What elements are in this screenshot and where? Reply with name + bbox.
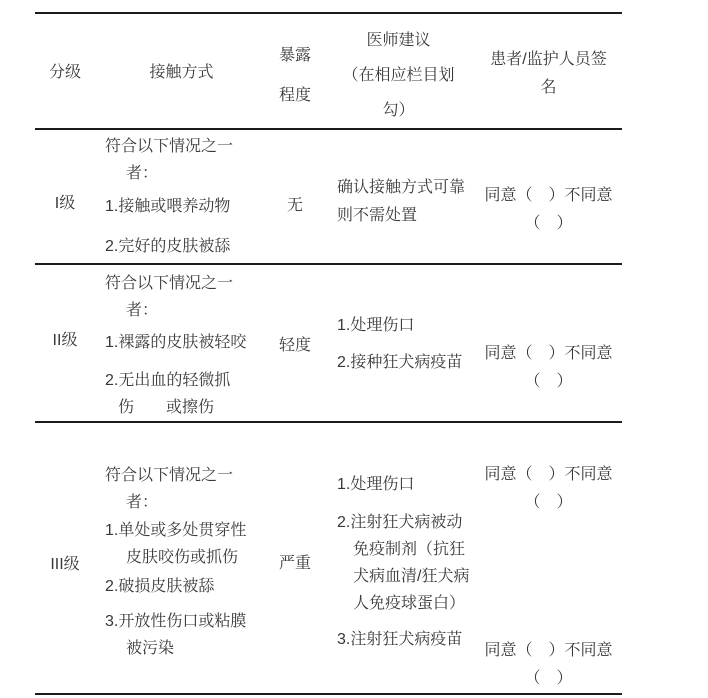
table-header-row [35,13,622,129]
contact-intro-line: 符合以下情况之一 [105,138,234,155]
exposure-cell [268,422,322,694]
header-signature-line2: 名 [540,79,557,96]
contact-intro-line: 者： [126,302,159,319]
contact-intro-line: 符合以下情况之一 [105,275,234,292]
consent-options-line: 同意（ ）不同意 [484,466,613,483]
grade-label: II级 [52,332,78,349]
advice-line: 3.注射狂犬病疫苗 [337,631,463,648]
table-row-grade-2 [35,264,622,422]
consent-parens-line: （ ） [524,494,573,511]
advice-line: 犬病血清/狂犬病 [353,568,470,585]
contact-item-line: 皮肤咬伤或抓伤 [126,549,239,566]
header-exposure-line1: 暴露 [278,47,311,64]
contact-item [105,193,268,220]
advice-line: 则不需处置 [337,207,418,224]
signature-consent-block [475,182,622,238]
advice-item [337,312,475,340]
header-advice-line1: 医师建议 [366,32,431,49]
header-grade-label: 分级 [48,64,81,81]
contact-intro-line: 者： [126,165,159,182]
exposure-cell [268,129,322,264]
contact-intro [105,462,268,516]
advice-item [337,626,475,654]
contact-item [105,517,268,571]
header-signature-line1: 患者/监护人员签 [490,51,607,68]
header-advice-line3: 勾） [382,102,415,119]
contact-intro [105,270,268,324]
advice-line: 2.注射狂犬病被动 [337,514,463,531]
contact-cell [95,129,268,264]
advice-line: 确认接触方式可靠 [337,179,466,196]
exposure-cell [268,264,322,422]
header-advice-label [322,23,475,128]
advice-item [337,349,475,377]
signature-cell [475,264,622,422]
contact-item [105,367,268,421]
advice-line: 2.接种狂犬病疫苗 [337,354,463,371]
grade-label: III级 [50,556,80,573]
header-cell-advice [322,13,475,129]
contact-item [105,608,268,662]
consent-options-line: 同意（ ）不同意 [484,187,613,204]
advice-item [337,174,475,230]
advice-cell [322,129,475,264]
contact-cell [95,422,268,694]
contact-item-line: 伤 或擦伤 [118,399,215,416]
advice-line: 1.处理伤口 [337,476,415,493]
contact-intro [105,133,268,187]
grade-label: I级 [54,195,76,212]
consent-options-line: 同意（ ）不同意 [484,642,613,659]
header-advice-line2: （在相应栏目划 [342,67,455,84]
grade-cell [35,264,95,422]
contact-item-line: 2.完好的皮肤被舔 [105,238,231,255]
signature-cell [475,422,622,694]
contact-item [105,573,268,600]
consent-parens-line: （ ） [524,670,573,687]
header-cell-exposure [268,13,322,129]
contact-intro-line: 者： [126,494,159,511]
advice-line: 免疫制剂（抗狂 [353,541,466,558]
table-row-grade-1 [35,129,622,264]
advice-line: 人免疫球蛋白） [353,595,466,612]
signature-consent-block [475,340,622,396]
contact-item-line: 2.破损皮肤被舔 [105,578,215,595]
contact-item [105,233,268,260]
contact-item-line: 3.开放性伤口或粘膜 [105,613,247,630]
contact-intro-line: 符合以下情况之一 [105,467,234,484]
signature-consent-block [475,461,622,517]
consent-parens-line: （ ） [524,215,573,232]
exposure-level-label: 严重 [278,555,311,572]
contact-item-line: 2.无出血的轻微抓 [105,372,231,389]
header-cell-grade [35,13,95,129]
header-exposure-line2: 程度 [278,87,311,104]
advice-item [337,509,475,617]
grade-cell [35,422,95,694]
signature-cell [475,129,622,264]
consent-parens-line: （ ） [524,373,573,390]
header-cell-contact [95,13,268,129]
table-row-grade-3 [35,422,622,694]
header-signature-label [475,46,622,102]
exposure-level-label: 无 [286,197,303,214]
advice-line: 1.处理伤口 [337,317,415,334]
contact-item-line: 1.单处或多处贯穿性 [105,522,247,539]
advice-item [337,471,475,499]
grade-cell [35,129,95,264]
exposure-grade-table [35,12,622,695]
consent-options-line: 同意（ ）不同意 [484,345,613,362]
contact-item [105,329,268,356]
exposure-level-label: 轻度 [278,337,311,354]
contact-item-line: 1.裸露的皮肤被轻咬 [105,334,247,351]
header-exposure-label [268,36,322,116]
header-contact-label: 接触方式 [149,64,214,81]
contact-item-line: 被污染 [126,640,175,657]
contact-item-line: 1.接触或喂养动物 [105,198,231,215]
advice-cell [322,264,475,422]
advice-cell [322,422,475,694]
header-cell-signature [475,13,622,129]
contact-cell [95,264,268,422]
signature-consent-block [475,637,622,693]
